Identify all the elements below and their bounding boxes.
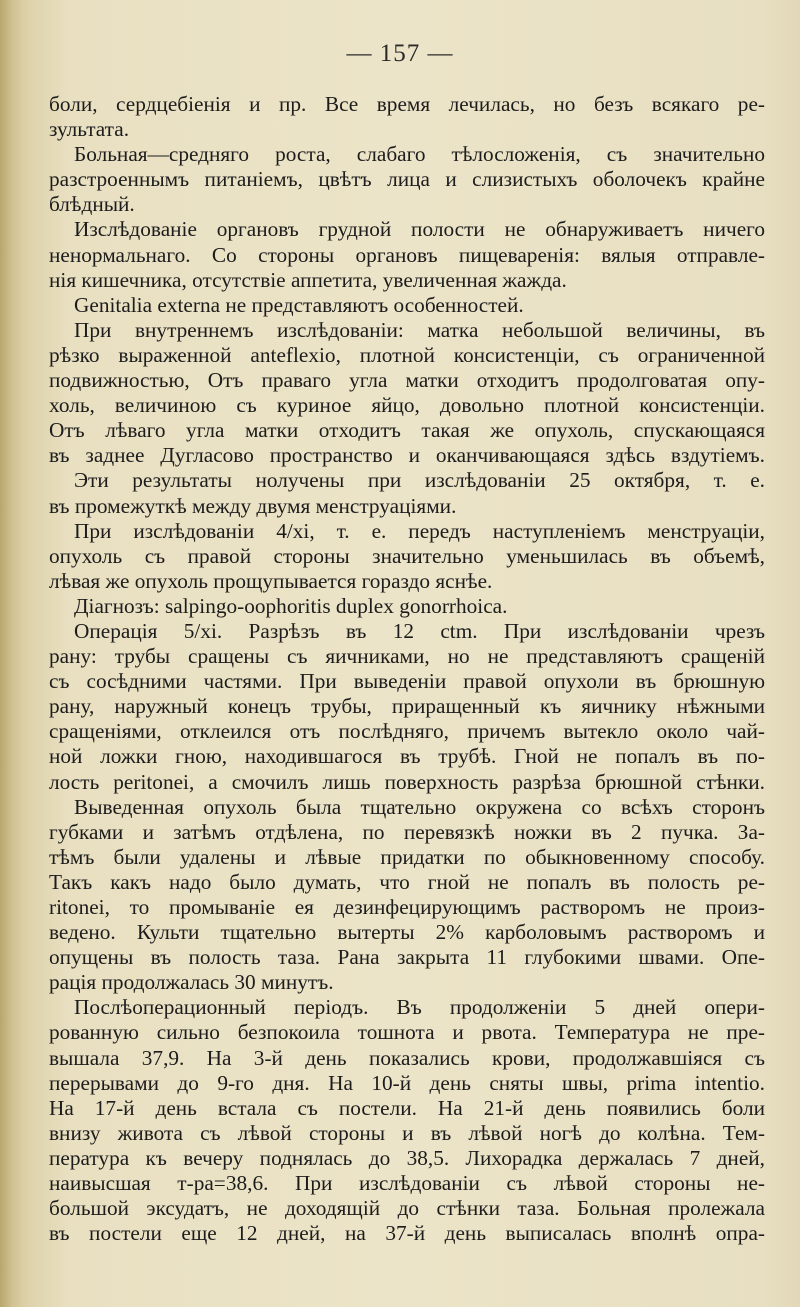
text-line: рану: трубы сращены съ яичниками, но не представляютъ сращеній bbox=[49, 644, 765, 669]
text-line: холь, величиною съ куриное яйцо, довольно плотной консистенціи. bbox=[49, 393, 765, 418]
text-line: лость peritonei, а смочилъ лишь поверхность разрѣза брюшной стѣнки. bbox=[49, 769, 765, 794]
text-line: ведено. Культи тщательно вытерты 2% карболовымъ растворомъ и bbox=[49, 920, 765, 945]
body-text bbox=[49, 92, 765, 1246]
text-line: подвижностью, Отъ праваго угла матки отходитъ продолговатая опу- bbox=[49, 368, 765, 393]
text-line: губками и затѣмъ отдѣлена, по перевязкѣ ножки въ 2 пучка. За- bbox=[49, 819, 765, 844]
text-line: рѣзко выраженной anteflexio, плотной консистенціи, съ ограниченной bbox=[49, 342, 765, 367]
text-line: большой эксудатъ, не доходящій до стѣнки таза. Больная пролежала bbox=[49, 1196, 765, 1221]
text-line: перерывами до 9-го дня. На 10-й день сняты швы, prima intentio. bbox=[49, 1070, 765, 1095]
text-line: рану, наружный конецъ трубы, приращенный къ яичнику нѣжными bbox=[49, 694, 765, 719]
text-line: Эти результаты нолучены при изслѣдованіи 25 октября, т. е. bbox=[74, 468, 765, 493]
text-line: Такъ какъ надо было думать, что гной не попалъ въ полость pe- bbox=[49, 869, 765, 894]
text-line: тѣмъ были удалены и лѣвые придатки по обыкновенному способу. bbox=[49, 844, 765, 869]
text-line: опущены въ полость таза. Рана закрыта 11 глубокими швами. Опе- bbox=[49, 945, 765, 970]
text-line: Выведенная опухоль была тщательно окружена со всѣхъ сторонъ bbox=[74, 794, 765, 819]
text-line: Отъ лѣваго угла матки отходитъ такая же опухоль, спускающаяся bbox=[49, 418, 765, 443]
text-line: зультата. bbox=[49, 117, 130, 142]
page-number: — 157 — bbox=[346, 40, 454, 67]
text-line: наивысшая т-ра=38,6. При изслѣдованіи съ лѣвой стороны не- bbox=[49, 1171, 765, 1196]
text-line: разстроеннымъ питаніемъ, цвѣтъ лица и слизистыхъ оболочекъ крайне bbox=[49, 167, 765, 192]
text-line: ной ложки гною, находившагося въ трубѣ. Гной не попалъ въ по- bbox=[49, 744, 765, 769]
text-line: На 17-й день встала съ постели. На 21-й день появились боли bbox=[49, 1095, 765, 1120]
text-line: опухоль съ правой стороны значительно уменьшилась въ объемѣ, bbox=[49, 543, 765, 568]
text-line: пература къ вечеру поднялась до 38,5. Лихорадка держалась 7 дней, bbox=[49, 1145, 765, 1170]
text-line: въ заднее Дугласово пространство и оканчивающаяся здѣсь вздутіемъ. bbox=[49, 443, 765, 468]
text-line: При внутреннемъ изслѣдованіи: матка небольшой величины, въ bbox=[74, 317, 765, 342]
text-line: внизу живота съ лѣвой стороны и въ лѣвой ногѣ до колѣна. Тем- bbox=[49, 1120, 765, 1145]
text-line: Genitalia externa не представляютъ особенностей. bbox=[74, 292, 524, 317]
text-line: Діагнозъ: salpingo-oophoritis duplex gonorrhoica. bbox=[74, 593, 508, 618]
text-line: При изслѣдованіи 4/xi, т. е. передъ наступленіемъ менструаціи, bbox=[74, 518, 765, 543]
text-line: нія кишечника, отсутствіе аппетита, увеличенная жажда. bbox=[49, 267, 567, 292]
text-line: блѣдный. bbox=[49, 192, 135, 217]
text-line: ненормальнаго. Со стороны органовъ пищеваренія: вялыя отправле- bbox=[49, 242, 765, 267]
text-line: Больная—средняго роста, слабаго тѣлосложенія, съ значительно bbox=[74, 142, 765, 167]
page-binding-edge bbox=[0, 0, 22, 1307]
text-line: Послѣоперационный періодъ. Въ продолженіи 5 дней опери- bbox=[74, 995, 765, 1020]
text-line: въ постели еще 12 дней, на 37-й день выписалась вполнѣ опра- bbox=[49, 1221, 765, 1246]
text-line: боли, сердцебіенія и пр. Все время лечилась, но безъ всякаго ре- bbox=[49, 92, 765, 116]
text-line: сращеніями, отклеился отъ послѣдняго, причемъ вытекло около чай- bbox=[49, 719, 765, 744]
text-line: ritonei, то промываніе ея дезинфецирующимъ растворомъ не произ- bbox=[49, 895, 765, 919]
text-line: лѣвая же опухоль прощупывается гораздо яснѣе. bbox=[49, 568, 493, 593]
text-line: вышала 37,9. На 3-й день показались крови, продолжавшіяся съ bbox=[49, 1045, 765, 1070]
text-line: рація продолжалась 30 минутъ. bbox=[49, 970, 334, 995]
text-line: рованную сильно безпокоила тошнота и рвота. Температура не пре- bbox=[49, 1020, 765, 1045]
text-line: съ сосѣдними частями. При выведеніи правой опухоли въ брюшную bbox=[49, 669, 765, 694]
text-line: Операція 5/xi. Разрѣзъ въ 12 ctm. При изслѣдованіи чрезъ bbox=[74, 618, 765, 643]
text-line: Изслѣдованіе органовъ грудной полости не обнаруживаетъ ничего bbox=[74, 217, 765, 242]
text-line: въ промежуткѣ между двумя менструаціями. bbox=[49, 493, 457, 518]
